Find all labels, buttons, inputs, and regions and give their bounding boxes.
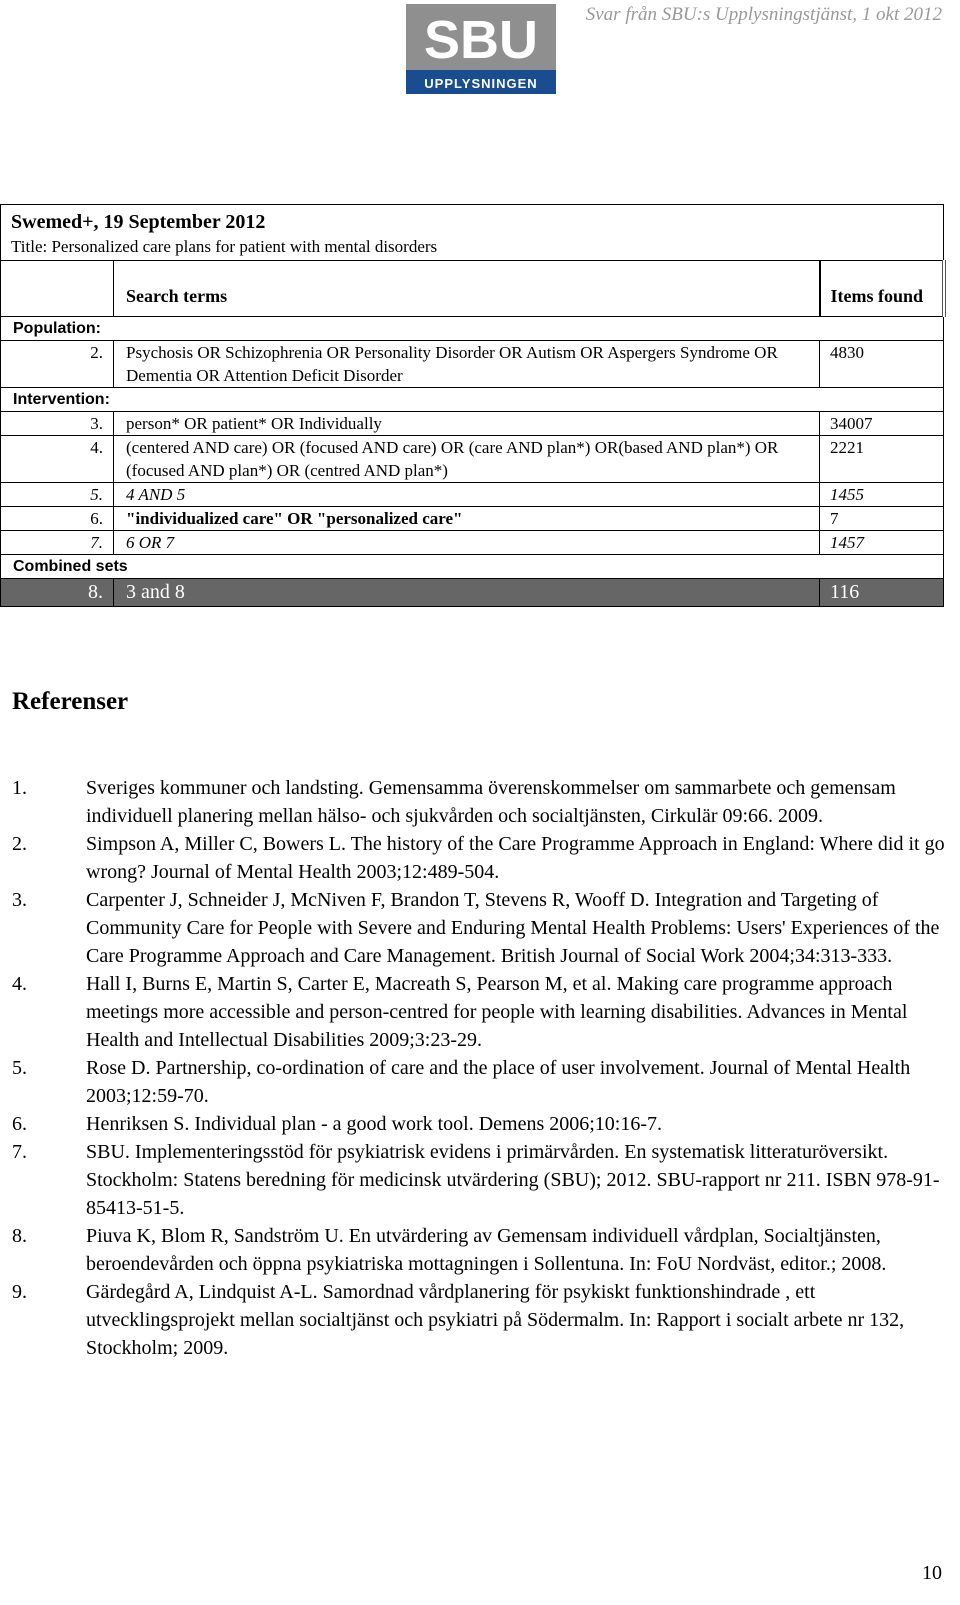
reference-number: 2. <box>12 833 27 855</box>
search-topic-title: Title: Personalized care plans for patient with mental disorders <box>1 235 944 261</box>
list-item <box>12 886 947 970</box>
reference-text: Carpenter J, Schneider J, McNiven F, Brandon T, Stevens R, Wooff D. Integration and Targeting of Community Care for People with Severe and Enduring Mental Health Problems: Users' Experiences of the Care Programme Approach and Care Management. British Journal of Social Work 2004;34:313-333. <box>86 889 940 967</box>
reference-text: Sveriges kommuner och landsting. Gemensamma överenskommelser om sammarbete och gemensam individuell planering mellan hälso- och sjukvården och socialtjänsten, Cirkulär 09:66. 2009. <box>86 777 896 827</box>
population-label: Population: <box>1 317 944 341</box>
row-number: 7. <box>1 531 114 555</box>
table-row <box>1 412 944 436</box>
database-row <box>1 205 944 236</box>
reference-text: Rose D. Partnership, co-ordination of care and the place of user involvement. Journal of Mental Health 2003;12:59-70. <box>86 1057 911 1107</box>
row-number: 4. <box>1 436 114 483</box>
row-number: 8. <box>1 579 114 607</box>
sbu-logo <box>406 4 556 94</box>
row-term: "individualized care" OR "personalized care" <box>114 507 820 531</box>
reference-number: 3. <box>12 889 27 911</box>
row-term: 4 AND 5 <box>114 483 820 507</box>
column-header-row <box>1 261 944 317</box>
table-row <box>1 579 944 607</box>
section-row-combined <box>1 555 944 579</box>
row-items: 1455 <box>820 483 944 507</box>
list-item <box>12 1278 947 1362</box>
reference-text: Simpson A, Miller C, Bowers L. The history of the Care Programme Approach in England: Where did it go wrong? Journal of Mental Health 2003;12:489-504. <box>86 833 945 883</box>
list-item <box>12 1222 947 1278</box>
reference-text: Gärdegård A, Lindquist A-L. Samordnad vårdplanering för psykiskt funktionshindrade , ett utvecklingsprojekt mellan socialtjänst och psykiatri på Södermalm. In: Rapport i socialt arbete nr 132, Stockholm; 2009. <box>86 1281 905 1359</box>
reference-number: 1. <box>12 777 27 799</box>
row-items: 116 <box>820 579 944 607</box>
references-heading: Referenser <box>12 688 129 715</box>
reference-text: Henriksen S. Individual plan - a good work tool. Demens 2006;10:16-7. <box>86 1113 663 1135</box>
logo-sub-text: UPPLYSNINGEN <box>424 76 538 91</box>
row-term: 6 OR 7 <box>114 531 820 555</box>
table-row <box>1 341 944 388</box>
row-items: 1457 <box>820 531 944 555</box>
reference-number: 4. <box>12 973 27 995</box>
table-row <box>1 436 944 483</box>
col-header-search-terms: Search terms <box>114 261 820 317</box>
list-item <box>12 1138 947 1222</box>
row-items: 4830 <box>820 341 944 388</box>
database-title: Swemed+, 19 September 2012 <box>1 205 944 236</box>
reference-number: 5. <box>12 1057 27 1079</box>
row-items: 34007 <box>820 412 944 436</box>
row-term: (centered AND care) OR (focused AND care) OR (care AND plan*) OR(based AND plan*) OR (focused AND plan*) OR (centred AND plan*) <box>114 436 820 483</box>
list-item <box>12 970 947 1054</box>
table-row <box>1 507 944 531</box>
row-number: 2. <box>1 341 114 388</box>
list-item <box>12 774 947 830</box>
table-row <box>1 531 944 555</box>
reference-list <box>12 774 947 1362</box>
reference-number: 7. <box>12 1141 27 1163</box>
row-items: 2221 <box>820 436 944 483</box>
row-number: 6. <box>1 507 114 531</box>
col-header-items-found: Items found <box>820 261 944 317</box>
reference-number: 8. <box>12 1225 27 1247</box>
reference-text: Hall I, Burns E, Martin S, Carter E, Macreath S, Pearson M, et al. Making care programme approach meetings more accessible and person-centred for people with learning disabilities. Advances in Mental Health and Intellectual Disabilities 2009;3:23-29. <box>86 973 908 1051</box>
reference-number: 6. <box>12 1113 27 1135</box>
intervention-label: Intervention: <box>1 388 944 412</box>
reference-text: Piuva K, Blom R, Sandström U. En utvärdering av Gemensam individuell vårdplan, Socialtjänsten, beroendevården och öppna psykiatriska mottagningen i Sollentuna. In: FoU Nordväst, editor.; 2008. <box>86 1225 887 1275</box>
combined-sets-label: Combined sets <box>1 555 944 579</box>
section-row-population <box>1 317 944 341</box>
list-item <box>12 830 947 886</box>
row-term: 3 and 8 <box>114 579 820 607</box>
page-number: 10 <box>922 1562 942 1584</box>
reference-text: SBU. Implementeringsstöd för psykiatrisk evidens i primärvården. En systematisk litteraturöversikt. Stockholm: Statens beredning för medicinsk utvärdering (SBU); 2012. SBU-rapport nr 211. ISBN 978-91-85413-51-5. <box>86 1141 940 1219</box>
section-row-intervention <box>1 388 944 412</box>
logo-main-text: SBU <box>423 10 539 70</box>
row-term: person* OR patient* OR Individually <box>114 412 820 436</box>
row-number: 5. <box>1 483 114 507</box>
row-items: 7 <box>820 507 944 531</box>
list-item <box>12 1054 947 1110</box>
row-term: Psychosis OR Schizophrenia OR Personality Disorder OR Autism OR Aspergers Syndrome OR Dementia OR Attention Deficit Disorder <box>114 341 820 388</box>
reference-number: 9. <box>12 1281 27 1303</box>
table-row <box>1 483 944 507</box>
search-table <box>0 204 946 607</box>
row-number: 3. <box>1 412 114 436</box>
title-row <box>1 235 944 261</box>
list-item <box>12 1110 947 1138</box>
header-note: Svar från SBU:s Upplysningstjänst, 1 okt 2012 <box>585 4 942 25</box>
